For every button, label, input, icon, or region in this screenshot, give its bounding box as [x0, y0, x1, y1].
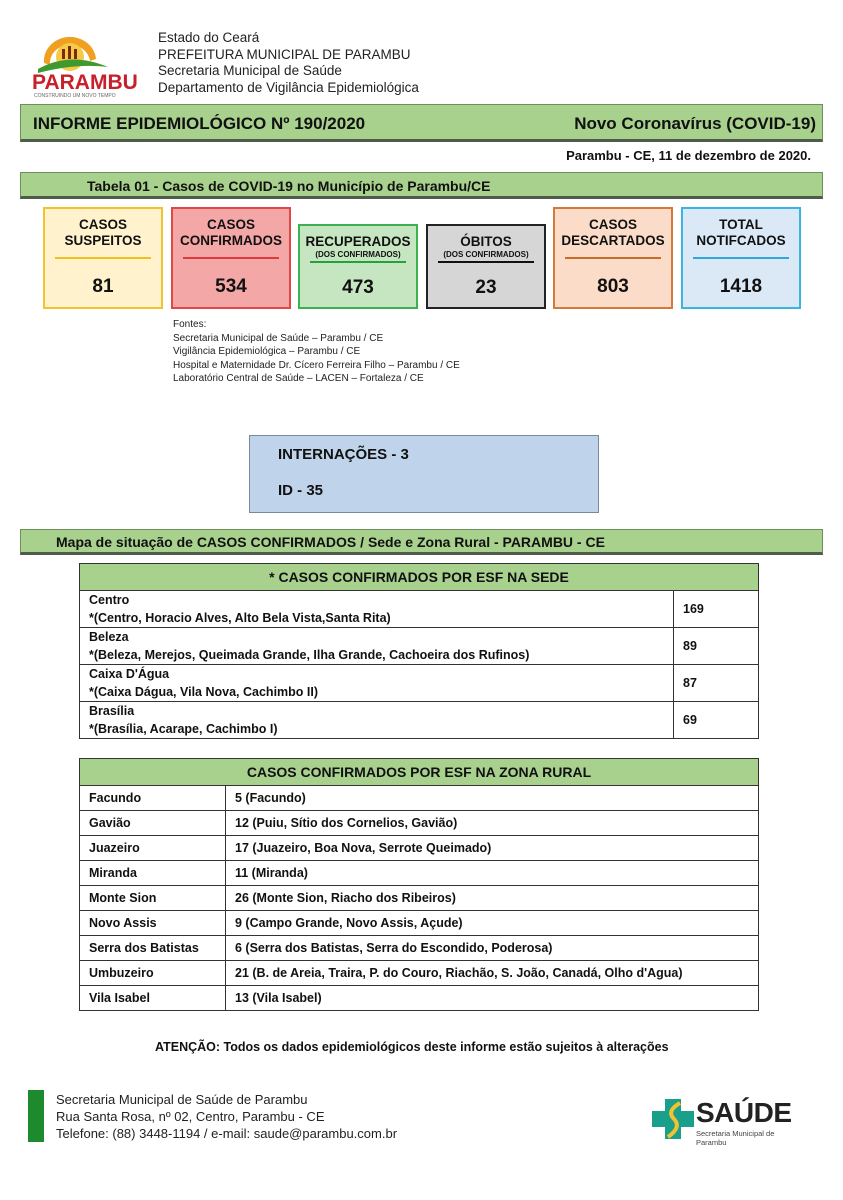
table-row: [80, 886, 759, 911]
esf-detail: 6 (Serra dos Batistas, Serra do Escondido, Poderosa): [226, 936, 759, 961]
esf-name: Centro: [89, 593, 130, 607]
table-row: [80, 665, 759, 702]
card-divider: [310, 261, 406, 263]
esf-areas: *(Beleza, Merejos, Queimada Grande, Ilha Grande, Cachoeira dos Rufinos): [89, 648, 530, 662]
svg-text:CONSTRUINDO UM NOVO TEMPO: CONSTRUINDO UM NOVO TEMPO: [34, 93, 116, 99]
footer-contact: [56, 1091, 397, 1142]
card-title: TOTAL: [719, 217, 763, 232]
card-divider: [693, 257, 789, 259]
card-value: 534: [215, 276, 247, 297]
footer-line: Telefone: (88) 3448-1194 / e-mail: saude@parambu.com.br: [56, 1126, 398, 1141]
parambu-logo-icon: [30, 33, 148, 99]
card-title: SUSPEITOS: [64, 233, 142, 248]
esf-detail: 17 (Juazeiro, Boa Nova, Serrote Queimado): [226, 836, 759, 861]
report-title-bar: [20, 104, 823, 142]
card-title: ÓBITOS: [460, 234, 512, 249]
internacoes-box: [249, 435, 599, 513]
card-title: CASOS: [78, 217, 127, 232]
map-title: Mapa de situação de CASOS CONFIRMADOS / Sede e Zona Rural - PARAMBU - CE: [56, 534, 605, 550]
source-item: Secretaria Municipal de Saúde – Parambu / CE: [173, 332, 384, 344]
table-row: [80, 861, 759, 886]
esf-name: Monte Sion: [80, 886, 226, 911]
card-value: 803: [597, 276, 629, 297]
table-row: [80, 591, 759, 628]
esf-name: Vila Isabel: [80, 986, 226, 1011]
esf-name: Miranda: [80, 861, 226, 886]
saude-wordmark: SAÚDE: [696, 1097, 792, 1128]
card-value: 1418: [719, 276, 763, 297]
esf-value: 69: [674, 702, 759, 739]
table-row: [80, 702, 759, 739]
sources-label: Fontes:: [173, 319, 207, 330]
esf-name: Brasília: [89, 704, 135, 718]
card-title: DESCARTADOS: [561, 233, 665, 248]
rural-table-header: CASOS CONFIRMADOS POR ESF NA ZONA RURAL: [80, 759, 759, 786]
map-title-bar: [20, 529, 823, 555]
card-descartados: [553, 207, 673, 309]
source-item: Hospital e Maternidade Dr. Cícero Ferreira Filho – Parambu / CE: [173, 359, 460, 371]
card-value: 473: [342, 277, 374, 298]
saude-logo: [650, 1095, 800, 1147]
card-divider: [438, 261, 534, 263]
esf-areas: *(Centro, Horacio Alves, Alto Bela Vista,Santa Rita): [89, 611, 391, 625]
card-divider: [183, 257, 279, 259]
footer-accent-bar: [28, 1090, 44, 1142]
id-count: ID - 35: [278, 482, 324, 499]
card-subtitle: (DOS CONFIRMADOS): [315, 250, 401, 259]
card-value: 81: [92, 276, 114, 297]
table-row: [80, 911, 759, 936]
rural-table: [79, 758, 759, 1011]
report-subject: Novo Coronavírus (COVID-19): [574, 114, 816, 133]
parambu-logo: [30, 33, 148, 99]
card-suspeitos: [43, 207, 163, 309]
esf-name: Gavião: [80, 811, 226, 836]
esf-detail: 11 (Miranda): [226, 861, 759, 886]
esf-value: 169: [674, 591, 759, 628]
card-subtitle: (DOS CONFIRMADOS): [443, 250, 529, 259]
source-item: Laboratório Central de Saúde – LACEN – Fortaleza / CE: [173, 373, 424, 384]
esf-detail: 5 (Facundo): [226, 786, 759, 811]
sources-list: [173, 318, 460, 386]
svg-text:PARAMBU: PARAMBU: [32, 71, 138, 94]
table-row: [80, 811, 759, 836]
table-row: [80, 786, 759, 811]
card-title: CONFIRMADOS: [180, 233, 282, 248]
card-confirmados: [171, 207, 291, 309]
header-org-lines: [158, 30, 419, 96]
esf-value: 87: [674, 665, 759, 702]
esf-areas: *(Brasília, Acarape, Cachimbo I): [89, 722, 278, 736]
disclaimer-warning: ATENÇÃO: Todos os dados epidemiológicos deste informe estão sujeitos à alterações: [155, 1040, 669, 1054]
header-line: Secretaria Municipal de Saúde: [158, 63, 342, 78]
esf-areas: *(Caixa Dágua, Vila Nova, Cachimbo II): [89, 685, 319, 699]
esf-detail: 21 (B. de Areia, Traira, P. do Couro, Riachão, S. João, Canadá, Olho d'Agua): [226, 961, 759, 986]
esf-name: Beleza: [89, 630, 129, 644]
card-total-notificados: [681, 207, 801, 309]
card-title: RECUPERADOS: [305, 234, 411, 249]
table-row: [80, 836, 759, 861]
card-title: NOTIFCADOS: [696, 233, 786, 248]
footer-line: Rua Santa Rosa, nº 02, Centro, Parambu - CE: [56, 1109, 325, 1124]
health-cross-icon: [650, 1097, 696, 1141]
esf-name: Novo Assis: [80, 911, 226, 936]
table-row: [80, 628, 759, 665]
card-divider: [565, 257, 661, 259]
card-title: CASOS: [588, 217, 637, 232]
header-line: PREFEITURA MUNICIPAL DE PARAMBU: [158, 46, 411, 62]
card-value: 23: [475, 277, 497, 298]
esf-detail: 26 (Monte Sion, Riacho dos Ribeiros): [226, 886, 759, 911]
esf-detail: 9 (Campo Grande, Novo Assis, Açude): [226, 911, 759, 936]
esf-name: Caixa D'Água: [89, 667, 170, 681]
source-item: Vigilância Epidemiológica – Parambu / CE: [173, 346, 361, 357]
header-line: Estado do Ceará: [158, 30, 260, 45]
report-title: INFORME EPIDEMIOLÓGICO Nº 190/2020: [33, 114, 366, 133]
sede-table-header: * CASOS CONFIRMADOS POR ESF NA SEDE: [80, 564, 759, 591]
esf-value: 89: [674, 628, 759, 665]
footer-line: Secretaria Municipal de Saúde de Parambu: [56, 1092, 308, 1107]
saude-tagline: Secretaria Municipal de Parambu: [696, 1129, 775, 1147]
table-row: [80, 986, 759, 1011]
card-recuperados: [298, 224, 418, 309]
report-date: Parambu - CE, 11 de dezembro de 2020.: [566, 148, 811, 163]
esf-name: Juazeiro: [80, 836, 226, 861]
table-row: [80, 936, 759, 961]
header-line: Departamento de Vigilância Epidemiológica: [158, 79, 419, 95]
sede-table: [79, 563, 759, 739]
esf-name: Facundo: [80, 786, 226, 811]
table-row: [80, 961, 759, 986]
esf-detail: 13 (Vila Isabel): [226, 986, 759, 1011]
esf-name: Serra dos Batistas: [80, 936, 226, 961]
internacoes-count: INTERNAÇÕES - 3: [278, 446, 409, 463]
card-divider: [55, 257, 151, 259]
card-title: CASOS: [206, 217, 255, 232]
table-title: Tabela 01 - Casos de COVID-19 no Município de Parambu/CE: [87, 178, 491, 194]
esf-name: Umbuzeiro: [80, 961, 226, 986]
card-obitos: [426, 224, 546, 309]
table-title-bar: [20, 172, 823, 199]
esf-detail: 12 (Puiu, Sítio dos Cornelios, Gavião): [226, 811, 759, 836]
